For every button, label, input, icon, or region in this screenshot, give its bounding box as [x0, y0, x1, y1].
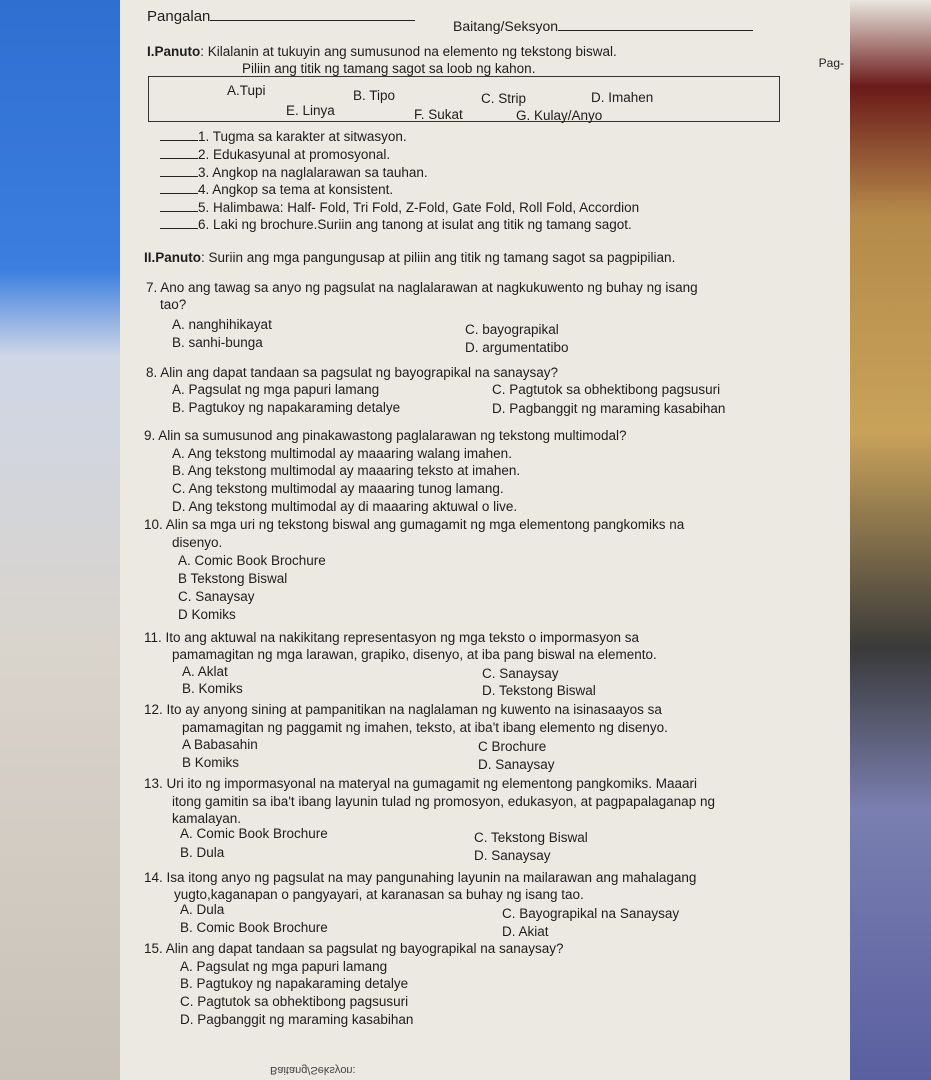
- q9-a: A. Ang tekstong multimodal ay maaaring walang imahen.: [172, 446, 512, 461]
- name-label: Pangalan: [147, 8, 415, 25]
- part1-instruction: I.Panuto: Kilalanin at tukuyin ang sumusunod na elemento ng tekstong biswal.: [147, 44, 617, 59]
- item-1: 1. Tugma sa karakter at sitwasyon.: [160, 128, 407, 144]
- q11-b: B. Komiks: [182, 681, 243, 696]
- q7-text-2: tao?: [160, 297, 187, 312]
- q12-text-2: pamamagitan ng paggamit ng imahen, teksto, at iba't ibang elemento ng disenyo.: [182, 720, 668, 735]
- q13-c: C. Tekstong Biswal: [474, 830, 588, 845]
- item-3: 3. Angkop na naglalarawan sa tauhan.: [160, 164, 428, 180]
- q14-c: C. Bayograpikal na Sanaysay: [502, 906, 680, 921]
- q15-d: D. Pagbanggit ng maraming kasabihan: [180, 1012, 414, 1027]
- q14-d: D. Akiat: [502, 924, 549, 939]
- q15-c: C. Pagtutok sa obhektibong pagsusuri: [180, 994, 409, 1009]
- q15-b: B. Pagtukoy ng napakaraming detalye: [180, 976, 409, 991]
- choice-a: A.Tupi: [227, 83, 266, 98]
- q12-d: D. Sanaysay: [478, 757, 555, 772]
- q11-d: D. Tekstong Biswal: [482, 683, 596, 698]
- q11-c: C. Sanaysay: [482, 666, 559, 681]
- q14-a: A. Dula: [180, 902, 225, 917]
- q7-text: 7. Ano ang tawag sa anyo ng pagsulat na naglalarawan at nagkukuwento ng buhay ng isang: [146, 280, 698, 295]
- q9-b: B. Ang tekstong multimodal ay maaaring teksto at imahen.: [172, 463, 521, 478]
- q9-text: 9. Alin sa sumusunod ang pinakawastong paglalarawan ng tekstong multimodal?: [144, 428, 627, 443]
- q14-b: B. Comic Book Brochure: [180, 920, 328, 935]
- q12-text: 12. Ito ay anyong sining at pampanitikan na naglalaman ng kuwento na isinasaayos sa: [144, 702, 662, 717]
- q10-b: B Tekstong Biswal: [178, 571, 288, 586]
- q7-a: A. nanghihikayat: [172, 317, 272, 332]
- q10-text: 10. Alin sa mga uri ng tekstong biswal ang gumagamit ng mga elementong pangkomiks na: [144, 517, 685, 532]
- q11-a: A. Aklat: [182, 664, 228, 679]
- part2-instruction: II.Panuto: Suriin ang mga pangungusap at piliin ang titik ng tamang sagot sa pagpipilian.: [144, 250, 676, 265]
- q12-c: C Brochure: [478, 739, 547, 754]
- q8-a: A. Pagsulat ng mga papuri lamang: [172, 382, 380, 397]
- q8-b: B. Pagtukoy ng napakaraming detalye: [172, 400, 401, 415]
- choice-f: F. Sukat: [414, 107, 463, 122]
- q8-c: C. Pagtutok sa obhektibong pagsusuri: [492, 382, 721, 397]
- worksheet-paper: [120, 0, 850, 1080]
- q11-text-2: pamamagitan ng mga larawan, grapiko, disenyo, at iba pang biswal na elemento.: [172, 647, 657, 662]
- q10-d: D Komiks: [178, 607, 236, 622]
- item-6: 6. Laki ng brochure.Suriin ang tanong at isulat ang titik ng tamang sagot.: [160, 216, 632, 232]
- q13-a: A. Comic Book Brochure: [180, 826, 328, 841]
- q9-d: D. Ang tekstong multimodal ay di maaaring aktuwal o live.: [172, 499, 518, 514]
- q13-text-2: itong gamitin sa iba't ibang layunin tulad ng promosyon, edukasyon, at pagpapalaganap ng: [172, 794, 715, 809]
- q11-text: 11. Ito ang aktuwal na nakikitang representasyon ng mga teksto o impormasyon sa: [144, 630, 640, 645]
- choice-g: G. Kulay/Anyo: [516, 108, 603, 123]
- q10-text-2: disenyo.: [172, 535, 223, 550]
- page-label: Pag-: [818, 56, 844, 70]
- grade-section-label: Baitang/Seksyon: [453, 18, 753, 34]
- q12-a: A Babasahin: [182, 737, 258, 752]
- q9-c: C. Ang tekstong multimodal ay maaaring tunog lamang.: [172, 481, 504, 496]
- choice-c: C. Strip: [481, 91, 527, 106]
- q7-c: C. bayograpikal: [465, 322, 559, 337]
- choices-box: [148, 76, 780, 122]
- q8-text: 8. Alin ang dapat tandaan sa pagsulat ng bayograpikal na sanaysay?: [146, 365, 559, 380]
- q10-a: A. Comic Book Brochure: [178, 553, 326, 568]
- q12-b: B Komiks: [182, 755, 240, 770]
- choice-e: E. Linya: [286, 103, 335, 118]
- q15-a: A. Pagsulat ng mga papuri lamang: [180, 959, 388, 974]
- q13-b: B. Dula: [180, 845, 225, 860]
- q15-text: 15. Alin ang dapat tandaan sa pagsulat ng bayograpikal na sanaysay?: [144, 941, 564, 956]
- q7-b: B. sanhi-bunga: [172, 335, 263, 350]
- q13-d: D. Sanaysay: [474, 848, 551, 863]
- q13-text-3: kamalayan.: [172, 811, 242, 826]
- item-4: 4. Angkop sa tema at konsistent.: [160, 181, 393, 197]
- q10-c: C. Sanaysay: [178, 589, 255, 604]
- q13-text: 13. Uri ito ng impormasyonal na materyal na gumagamit ng elementong pangkomiks. Maaari: [144, 776, 698, 791]
- bleed-through-text: Baitang/Seksyon:: [270, 1064, 356, 1076]
- q7-d: D. argumentatibo: [465, 340, 569, 355]
- item-2: 2. Edukasyunal at promosyonal.: [160, 146, 390, 162]
- q14-text-2: yugto,kaganapan o pangyayari, at karanasan sa buhay ng isang tao.: [174, 887, 584, 902]
- q14-text: 14. Isa itong anyo ng pagsulat na may pangunahing layunin na mailarawan ang mahalagang: [144, 870, 697, 885]
- item-5: 5. Halimbawa: Half- Fold, Tri Fold, Z-Fold, Gate Fold, Roll Fold, Accordion: [160, 199, 639, 215]
- choice-b: B. Tipo: [353, 88, 396, 103]
- choice-d: D. Imahen: [591, 90, 654, 105]
- q8-d: D. Pagbanggit ng maraming kasabihan: [492, 401, 726, 416]
- part1-instruction-2: Piliin ang titik ng tamang sagot sa loob ng kahon.: [242, 61, 536, 76]
